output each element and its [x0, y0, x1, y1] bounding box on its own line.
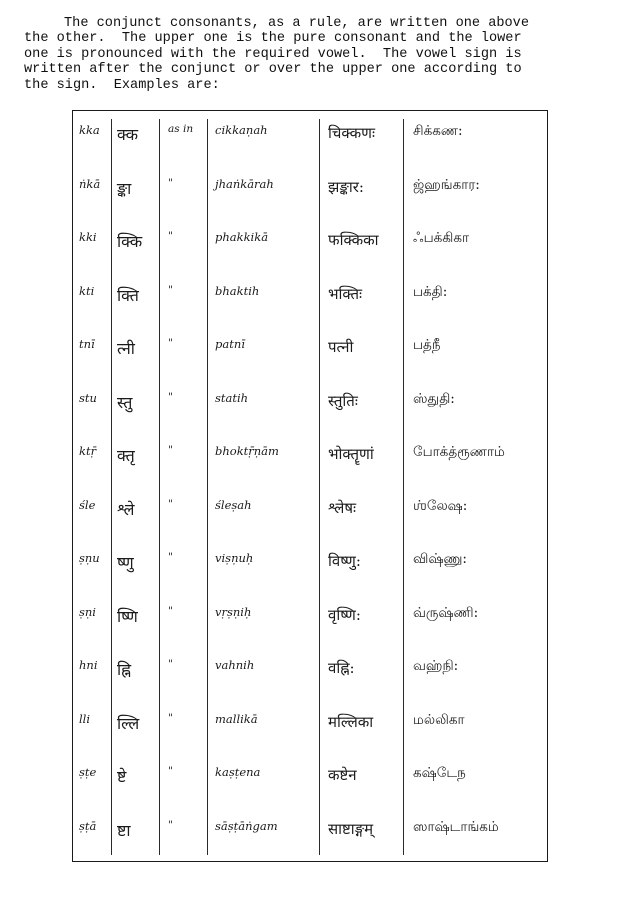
table-row — [73, 383, 547, 437]
conjunct-devanagari: ल्लि — [117, 713, 140, 733]
example-word-grantha: ஶ்லேஷ: — [413, 497, 468, 514]
table-row — [73, 222, 547, 276]
romanization: ṣṭā — [79, 818, 97, 833]
example-word-grantha: ஃபக்கிகா — [413, 230, 470, 246]
example-word-roman: cikkaṇah — [215, 123, 268, 137]
example-word-roman: vṛṣṇiḥ — [215, 604, 252, 619]
romanization: ṣṇi — [79, 604, 96, 619]
romanization: tnī — [79, 337, 95, 351]
as-in-marker: " — [168, 497, 173, 510]
table-row — [73, 436, 547, 490]
as-in-marker: " — [168, 711, 173, 724]
example-word-roman: śleṣah — [215, 497, 252, 512]
example-word-devanagari: श्लेषः — [328, 498, 357, 517]
conjunct-devanagari: क्क — [117, 125, 139, 144]
intro-line: the sign. Examples are: — [24, 77, 220, 93]
as-in-marker: as in — [168, 123, 194, 135]
example-word-devanagari: स्तुतिः — [328, 391, 358, 410]
example-word-grantha: ஜ்ஹங்கார: — [413, 176, 480, 193]
conjunct-devanagari: ष्णि — [117, 606, 138, 626]
intro-line: written after the conjunct or over the upper one according to — [24, 62, 522, 78]
conjunct-devanagari: ह्नि — [117, 660, 132, 679]
example-word-roman: bhoktṝṇām — [215, 444, 279, 458]
table-row — [73, 115, 547, 169]
example-word-roman: vahnih — [215, 658, 255, 672]
example-word-devanagari: झङ्कार: — [328, 177, 364, 196]
romanization: kti — [79, 283, 95, 298]
example-word-roman: jhaṅkārah — [215, 176, 274, 191]
romanization: kki — [79, 230, 97, 244]
romanization: ṣṇu — [79, 551, 100, 565]
table-row — [73, 543, 547, 597]
conjunct-devanagari: ङ्का — [117, 178, 132, 198]
romanization: hni — [79, 658, 98, 672]
as-in-marker: " — [168, 765, 173, 777]
example-word-roman: statih — [215, 390, 249, 405]
conjunct-devanagari: ष्णु — [117, 553, 134, 572]
intro-paragraph — [24, 16, 620, 93]
example-word-roman: mallikā — [215, 711, 258, 726]
table-row — [73, 650, 547, 704]
as-in-marker: " — [168, 176, 173, 189]
as-in-marker: " — [168, 818, 173, 831]
example-word-grantha: விஷ்ணு: — [413, 551, 467, 567]
as-in-marker: " — [168, 337, 173, 349]
romanization: ṣṭe — [79, 765, 97, 779]
example-word-devanagari: साष्टाङ्गम् — [328, 819, 374, 838]
example-word-devanagari: भोक्तॄणां — [328, 445, 374, 463]
example-word-grantha: ஸ்துதி: — [413, 390, 455, 407]
conjunct-devanagari: क्कि — [117, 232, 143, 251]
example-word-grantha: வ்ருஷ்ணி: — [413, 604, 479, 621]
as-in-marker: " — [168, 604, 173, 617]
romanization: ktṝ — [79, 444, 97, 458]
table-row — [73, 757, 547, 811]
as-in-marker: " — [168, 444, 173, 456]
conjunct-devanagari: त्नी — [117, 339, 135, 358]
conjunct-devanagari: श्ले — [117, 499, 135, 519]
example-word-grantha: கஷ்டேந — [413, 765, 466, 781]
table-row — [73, 597, 547, 651]
intro-line: The conjunct consonants, as a rule, are written one above — [64, 16, 529, 31]
conjunct-devanagari: स्तु — [117, 392, 133, 412]
example-word-roman: patnī — [215, 337, 245, 351]
example-word-devanagari: चिक्कणः — [328, 124, 375, 142]
as-in-marker: " — [168, 658, 173, 670]
intro-line: one is pronounced with the required vowel. The vowel sign is — [24, 46, 522, 62]
example-word-grantha: வஹ்நி: — [413, 658, 459, 674]
as-in-marker: " — [168, 283, 173, 296]
conjunct-devanagari: क्तृ — [117, 446, 135, 465]
table-row — [73, 329, 547, 383]
table-row — [73, 490, 547, 544]
example-word-roman: viṣṇuḥ — [215, 551, 254, 565]
conjunct-devanagari: ष्टे — [117, 767, 127, 786]
as-in-marker: " — [168, 551, 173, 563]
example-word-grantha: போக்த்ரூணாம் — [413, 444, 505, 460]
romanization: stu — [79, 390, 97, 405]
as-in-marker: " — [168, 230, 173, 242]
table-row — [73, 704, 547, 758]
conjunct-devanagari: ष्टा — [117, 820, 131, 840]
table-row — [73, 276, 547, 330]
example-word-roman: bhaktih — [215, 283, 260, 298]
intro-line: the other. The upper one is the pure consonant and the lower — [24, 31, 522, 47]
as-in-marker: " — [168, 390, 173, 403]
romanization: ṅkā — [79, 176, 101, 191]
example-word-devanagari: फक्किका — [328, 231, 379, 249]
example-word-devanagari: कष्टेन — [328, 766, 357, 784]
romanization: śle — [79, 497, 96, 512]
example-word-devanagari: वृष्णि: — [328, 605, 361, 624]
example-word-devanagari: वह्नि: — [328, 659, 355, 677]
example-word-devanagari: पत्नी — [328, 338, 354, 356]
table-row — [73, 811, 547, 865]
example-word-devanagari: भक्तिः — [328, 284, 363, 303]
example-word-grantha: பக்தி: — [413, 283, 448, 300]
conjunct-devanagari: क्ति — [117, 285, 139, 305]
romanization: kka — [79, 123, 100, 137]
example-word-grantha: பத்நீ — [413, 337, 441, 353]
example-word-grantha: ஸாஷ்டாங்கம் — [413, 818, 499, 835]
example-word-grantha: மல்லிகா — [413, 711, 465, 728]
table-row — [73, 169, 547, 223]
example-word-devanagari: विष्णु: — [328, 552, 361, 570]
example-word-roman: kaṣṭena — [215, 765, 261, 779]
example-word-grantha: சிக்கண: — [413, 123, 463, 139]
example-word-roman: phakkikā — [215, 230, 269, 244]
example-word-devanagari: मल्लिका — [328, 712, 374, 731]
example-word-roman: sāṣṭāṅgam — [215, 818, 278, 833]
romanization: lli — [79, 711, 91, 726]
examples-table — [72, 110, 548, 862]
